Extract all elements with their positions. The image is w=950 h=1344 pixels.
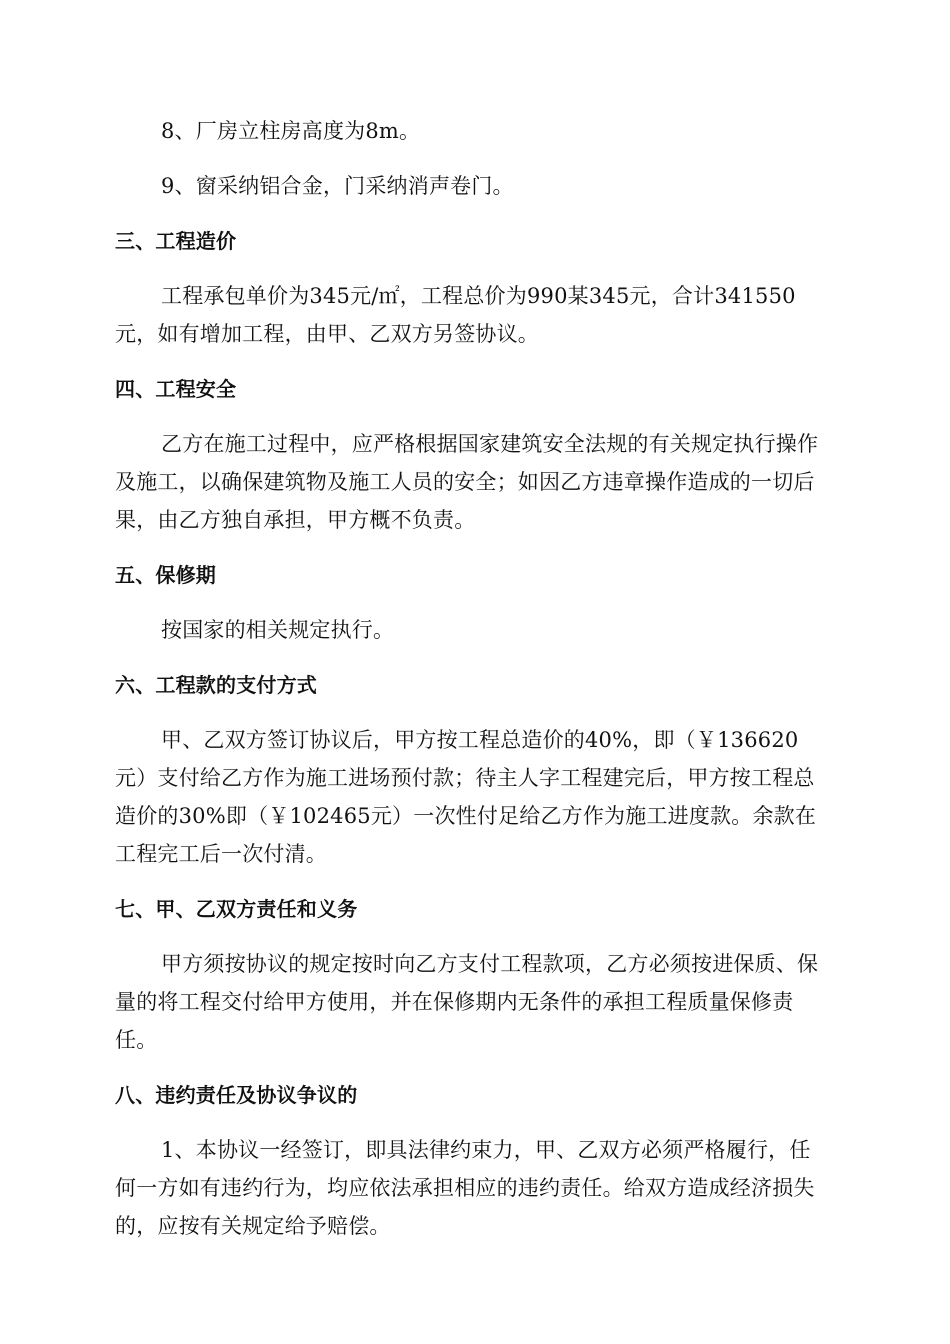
document-body [115,112,830,1262]
section-5-paragraph: 按国家的相关规定执行。 [161,618,395,642]
section-8-item-1-paragraph: 1、本协议一经签订，即具法律约束力，甲、乙双方必须严格履行，任何一方如有违约行为，均应依法承担相应的违约责任。给双方造成经济损失的，应按有关规定给予赔偿。 [115,1138,815,1238]
section-4-paragraph: 乙方在施工过程中，应严格根据国家建筑安全法规的有关规定执行操作及施工，以确保建筑物及施工人员的安全；如因乙方违章操作造成的一切后果，由乙方独自承担，甲方概不负责。 [115,432,819,532]
section-4-heading: 四、工程安全 [115,377,237,401]
section-3-heading: 三、工程造价 [115,229,237,253]
section-7-paragraph: 甲方须按协议的规定按时向乙方支付工程款项，乙方必须按进保质、保量的将工程交付给甲方使用，并在保修期内无条件的承担工程质量保修责任。 [115,952,819,1052]
item-9-paragraph: 9、窗采纳铝合金，门采纳消声卷门。 [161,174,514,198]
section-7-heading: 七、甲、乙双方责任和义务 [115,897,358,921]
section-6-heading: 六、工程款的支付方式 [115,673,317,697]
section-8-heading: 八、违约责任及协议争议的 [115,1083,358,1107]
item-8-paragraph: 8、厂房立柱房高度为8m。 [161,119,421,143]
section-5-heading: 五、保修期 [115,563,216,587]
section-6-paragraph: 甲、乙双方签订协议后，甲方按工程总造价的40%，即（￥136620元）支付给乙方作为施工进场预付款；待主人字工程建完后，甲方按工程总造价的30%即（￥102465元）一次性付足给乙方作为施工进度款。余款在工程完工后一次付清。 [115,728,817,866]
section-3-paragraph: 工程承包单价为345元/㎡，工程总价为990某345元，合计341550元，如有增加工程，由甲、乙双方另签协议。 [115,284,796,346]
